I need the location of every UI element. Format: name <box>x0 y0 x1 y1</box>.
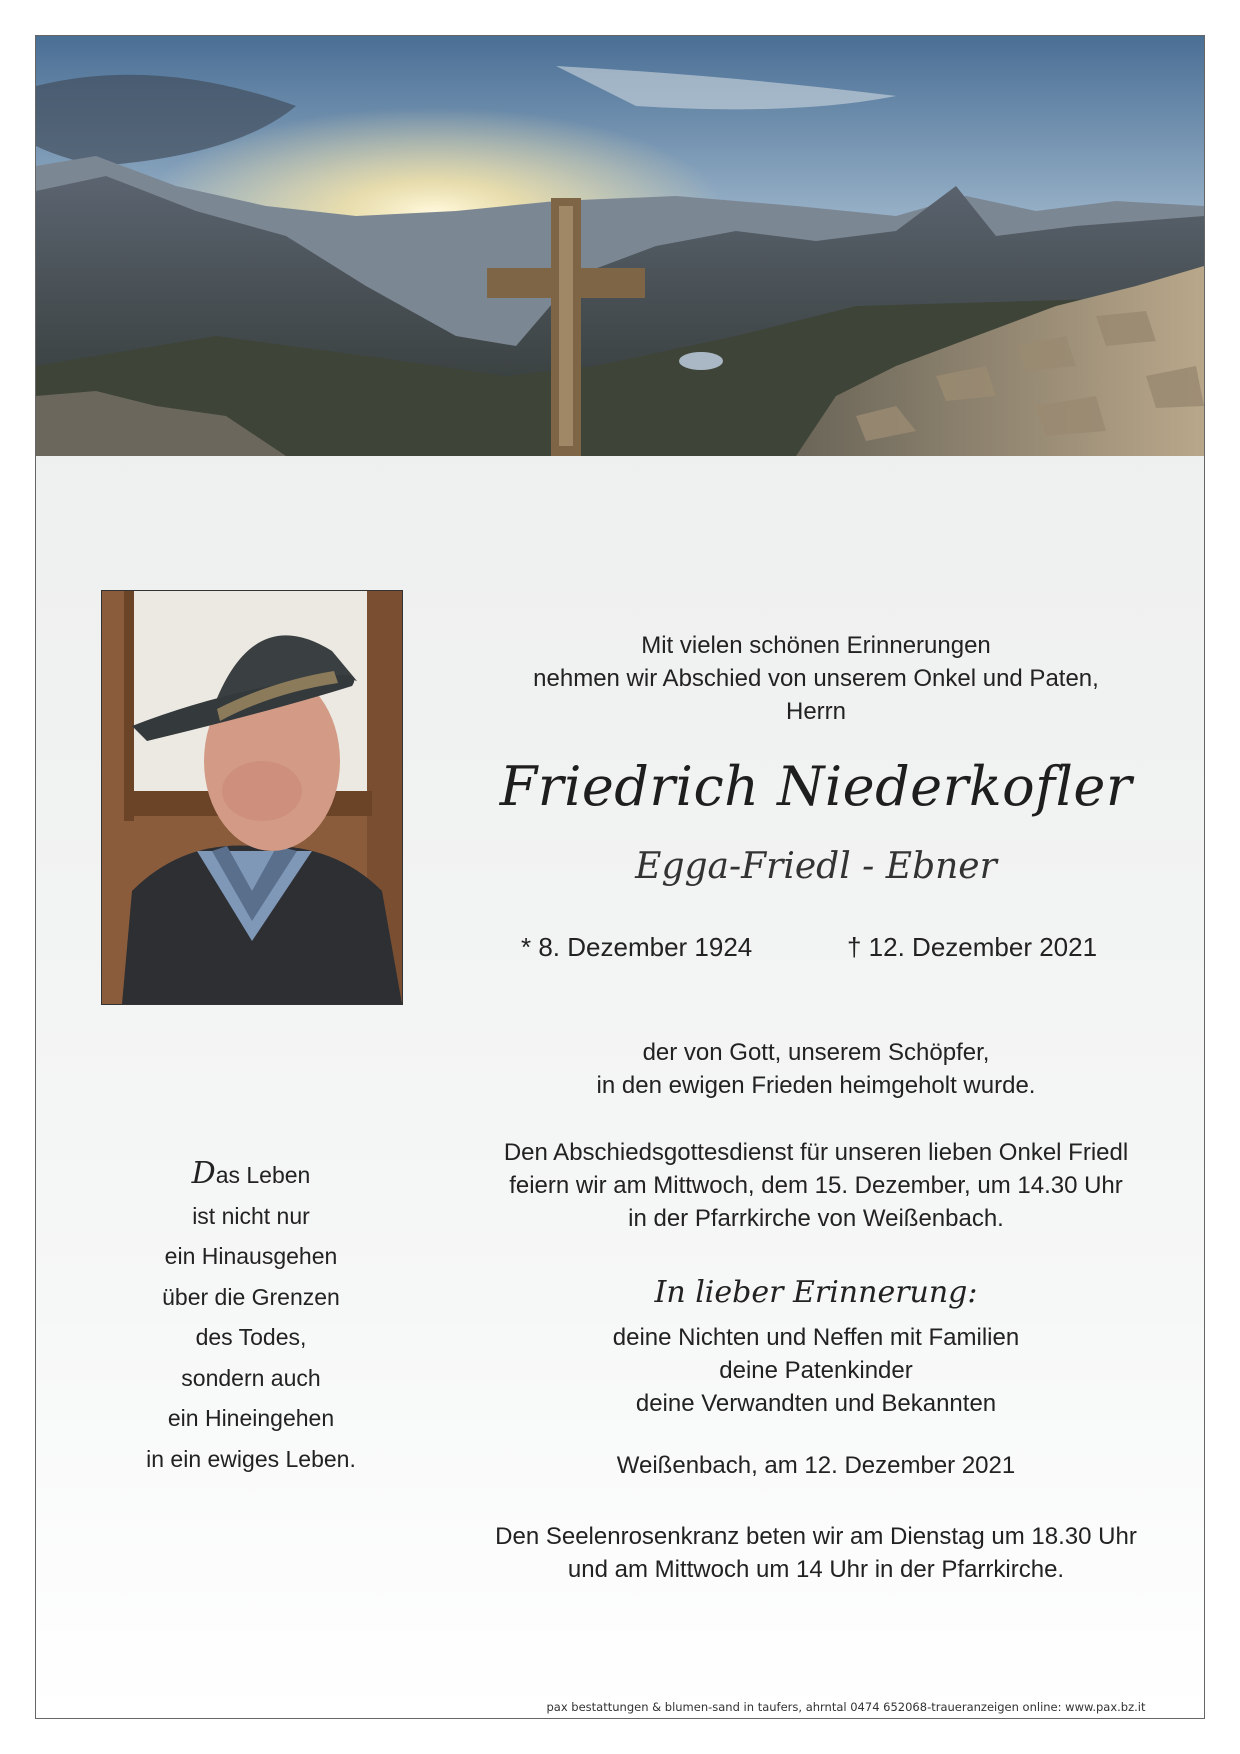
quote-line: ist nicht nur <box>192 1202 310 1229</box>
death-date: † 12. Dezember 2021 <box>847 932 1098 962</box>
mountain-cross-banner <box>36 36 1204 456</box>
remembrance-heading: In lieber Erinnerung: <box>654 1275 978 1310</box>
rosary-text <box>436 1520 1196 1586</box>
portrait-photo <box>101 590 403 1005</box>
quote-line: ein Hinausgehen <box>164 1243 338 1269</box>
deceased-nickname: Egga-Friedl - Ebner <box>635 846 997 887</box>
intro-line: nehmen wir Abschied von unserem Onkel und Paten, <box>533 665 1099 692</box>
paragraph-line: Den Abschiedsgottesdienst für unseren lieben Onkel Friedl <box>503 1139 1129 1166</box>
footer-credit: pax bestattungen & blumen-sand in taufers, ahrntal 0474 652068-traueranzeigen online: www.pax.bz.it <box>546 1700 1146 1714</box>
obituary-card <box>35 35 1205 1719</box>
intro-line: Mit vielen schönen Erinnerungen <box>641 632 991 659</box>
quote-initial: D <box>191 1156 216 1191</box>
mourner-line: deine Patenkinder <box>719 1357 913 1384</box>
quote-line: in ein ewiges Leben. <box>146 1445 356 1472</box>
quote-line: ein Hineingehen <box>167 1405 335 1431</box>
intro-line: Herrn <box>785 698 846 725</box>
paragraph-line: in den ewigen Frieden heimgeholt wurde. <box>596 1072 1036 1099</box>
mourners-list <box>436 1321 1196 1420</box>
quote-line: des Todes, <box>195 1324 307 1350</box>
intro-text <box>436 629 1196 728</box>
quote-line <box>91 1154 411 1196</box>
quote-line: über die Grenzen <box>162 1283 340 1310</box>
birth-date: * 8. Dezember 1924 <box>521 932 753 962</box>
memorial-quote <box>91 1154 411 1479</box>
place-date: Weißenbach, am 12. Dezember 2021 <box>616 1452 1016 1479</box>
funeral-service-text <box>436 1136 1196 1235</box>
paragraph-line: in der Pfarrkirche von Weißenbach. <box>628 1205 1004 1232</box>
quote-first-rest: as Leben <box>215 1162 311 1188</box>
quote-line: sondern auch <box>181 1364 321 1391</box>
deceased-name: Friedrich Niederkofler <box>499 755 1133 818</box>
mourner-line: deine Nichten und Neffen mit Familien <box>612 1324 1020 1351</box>
called-home-text <box>436 1036 1196 1102</box>
paragraph-line: feiern wir am Mittwoch, dem 15. Dezember, um 14.30 Uhr <box>509 1172 1123 1199</box>
paragraph-line: der von Gott, unserem Schöpfer, <box>642 1039 990 1066</box>
rosary-line: und am Mittwoch um 14 Uhr in der Pfarrkirche. <box>567 1556 1065 1583</box>
mourner-line: deine Verwandten und Bekannten <box>635 1390 997 1417</box>
rosary-line: Den Seelenrosenkranz beten wir am Dienstag um 18.30 Uhr <box>495 1523 1137 1550</box>
